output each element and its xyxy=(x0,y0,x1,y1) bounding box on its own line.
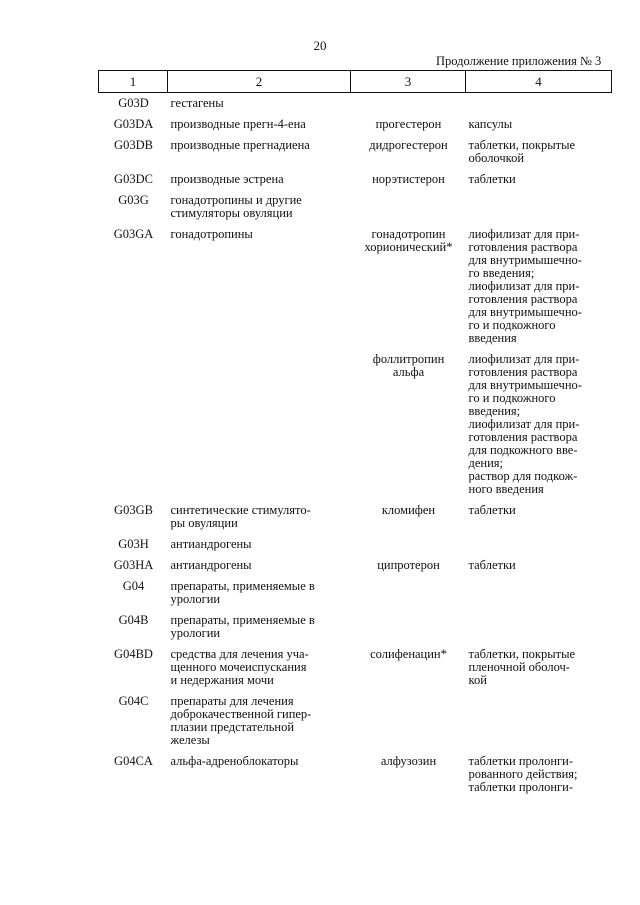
drug-name-cell xyxy=(351,93,466,115)
dosage-form-cell: капсулы xyxy=(468,117,513,131)
dosage-form-cell xyxy=(466,576,612,610)
table-row xyxy=(99,576,612,610)
anatomical-group-cell: альфа-адреноблокаторы xyxy=(170,754,299,768)
atc-code-cell: G03D xyxy=(118,96,149,110)
drug-name-cell xyxy=(351,610,466,644)
anatomical-group-cell: гестагены xyxy=(170,96,224,110)
drug-name-cell: алфузозин xyxy=(380,754,437,768)
anatomical-group-cell: гонадотропины и другие стимуляторы овуляции xyxy=(170,193,302,220)
dosage-form-cell xyxy=(466,610,612,644)
drug-name-cell: ципротерон xyxy=(377,558,440,572)
column-header-4: 4 xyxy=(466,71,612,93)
drug-name-cell: дидрогестерон xyxy=(369,138,448,152)
dosage-form-cell xyxy=(466,534,612,555)
drug-name-cell xyxy=(351,576,466,610)
drug-name-cell: прогестерон xyxy=(375,117,442,131)
drug-name-cell xyxy=(351,691,466,751)
table-row xyxy=(99,610,612,644)
dosage-form-cell: таблетки xyxy=(468,172,516,186)
drug-name-cell: солифенацин* xyxy=(370,647,447,661)
table-row xyxy=(99,500,612,534)
atc-code-cell xyxy=(99,349,168,500)
table-row xyxy=(99,169,612,190)
table-header-row xyxy=(99,71,612,93)
drug-name-cell: норэтистерон xyxy=(372,172,445,186)
table-row xyxy=(99,349,612,500)
atc-code-cell: G03G xyxy=(118,193,149,207)
table-body xyxy=(99,93,612,799)
anatomical-group-cell: производные прегнадиена xyxy=(170,138,310,152)
atc-code-cell: G03DC xyxy=(114,172,153,186)
column-header-2: 2 xyxy=(168,71,351,93)
atc-code-cell: G04B xyxy=(118,613,149,627)
dosage-form-cell xyxy=(466,691,612,751)
anatomical-group-cell: синтетические стимулято- ры овуляции xyxy=(170,503,311,530)
appendix-continuation-label: Продолжение приложения № 3 xyxy=(436,54,602,68)
column-header-1: 1 xyxy=(99,71,168,93)
anatomical-group-cell: препараты, применяемые в урологии xyxy=(170,613,315,640)
dosage-form-cell: лиофилизат для при- готовления раствора для внутримышечно- го и подкожного введения; лиофилизат для при- готовления раствора для подкожного вве- дения; раствор для подкож- ного введения xyxy=(468,352,582,496)
table-row xyxy=(99,691,612,751)
drug-name-cell: кломифен xyxy=(381,503,436,517)
atc-code-cell: G04 xyxy=(122,579,145,593)
drug-name-cell xyxy=(351,190,466,224)
dosage-form-cell: таблетки, покрытые пленочной оболоч- кой xyxy=(468,647,576,687)
column-header-3: 3 xyxy=(351,71,466,93)
anatomical-group-cell: производные эстрена xyxy=(170,172,284,186)
dosage-form-cell xyxy=(466,93,612,115)
medication-table xyxy=(98,70,612,798)
anatomical-group-cell: антиандрогены xyxy=(170,558,252,572)
atc-code-cell: G03H xyxy=(118,537,149,551)
atc-code-cell: G04C xyxy=(118,694,149,708)
page-number: 20 xyxy=(313,38,327,53)
drug-name-cell xyxy=(351,534,466,555)
atc-code-cell: G04BD xyxy=(114,647,153,661)
table-row xyxy=(99,224,612,349)
atc-code-cell: G03HA xyxy=(113,558,154,572)
dosage-form-cell xyxy=(466,190,612,224)
table-row xyxy=(99,114,612,135)
table-row xyxy=(99,644,612,691)
dosage-form-cell: таблетки пролонги- рованного действия; таблетки пролонги- xyxy=(468,754,578,794)
anatomical-group-cell: средства для лечения уча- щенного мочеиспускания и недержания мочи xyxy=(170,647,309,687)
dosage-form-cell: таблетки, покрытые оболочкой xyxy=(468,138,576,165)
anatomical-group-cell: производные прегн-4-ена xyxy=(170,117,306,131)
atc-code-cell: G03DA xyxy=(113,117,154,131)
dosage-form-cell: лиофилизат для при- готовления раствора для внутримышечно- го введения; лиофилизат для при- готовления раствора для внутримышечно- го и подкожного введения xyxy=(468,227,582,345)
anatomical-group-cell xyxy=(168,349,351,500)
table-row xyxy=(99,534,612,555)
dosage-form-cell: таблетки xyxy=(468,503,516,517)
table-row xyxy=(99,93,612,115)
atc-code-cell: G03DB xyxy=(114,138,153,152)
table-row xyxy=(99,555,612,576)
table-row xyxy=(99,135,612,169)
dosage-form-cell: таблетки xyxy=(468,558,516,572)
drug-name-cell: фоллитропин альфа xyxy=(372,352,445,379)
atc-code-cell: G03GB xyxy=(114,503,153,517)
atc-code-cell: G04CA xyxy=(114,754,153,768)
table-row xyxy=(99,751,612,798)
anatomical-group-cell: препараты для лечения доброкачественной гипер- плазии предстательной железы xyxy=(170,694,312,747)
drug-name-cell: гонадотропин хорионический* xyxy=(364,227,453,254)
anatomical-group-cell: гонадотропины xyxy=(170,227,253,241)
atc-code-cell: G03GA xyxy=(113,227,154,241)
table-row xyxy=(99,190,612,224)
anatomical-group-cell: антиандрогены xyxy=(170,537,252,551)
anatomical-group-cell: препараты, применяемые в урологии xyxy=(170,579,315,606)
